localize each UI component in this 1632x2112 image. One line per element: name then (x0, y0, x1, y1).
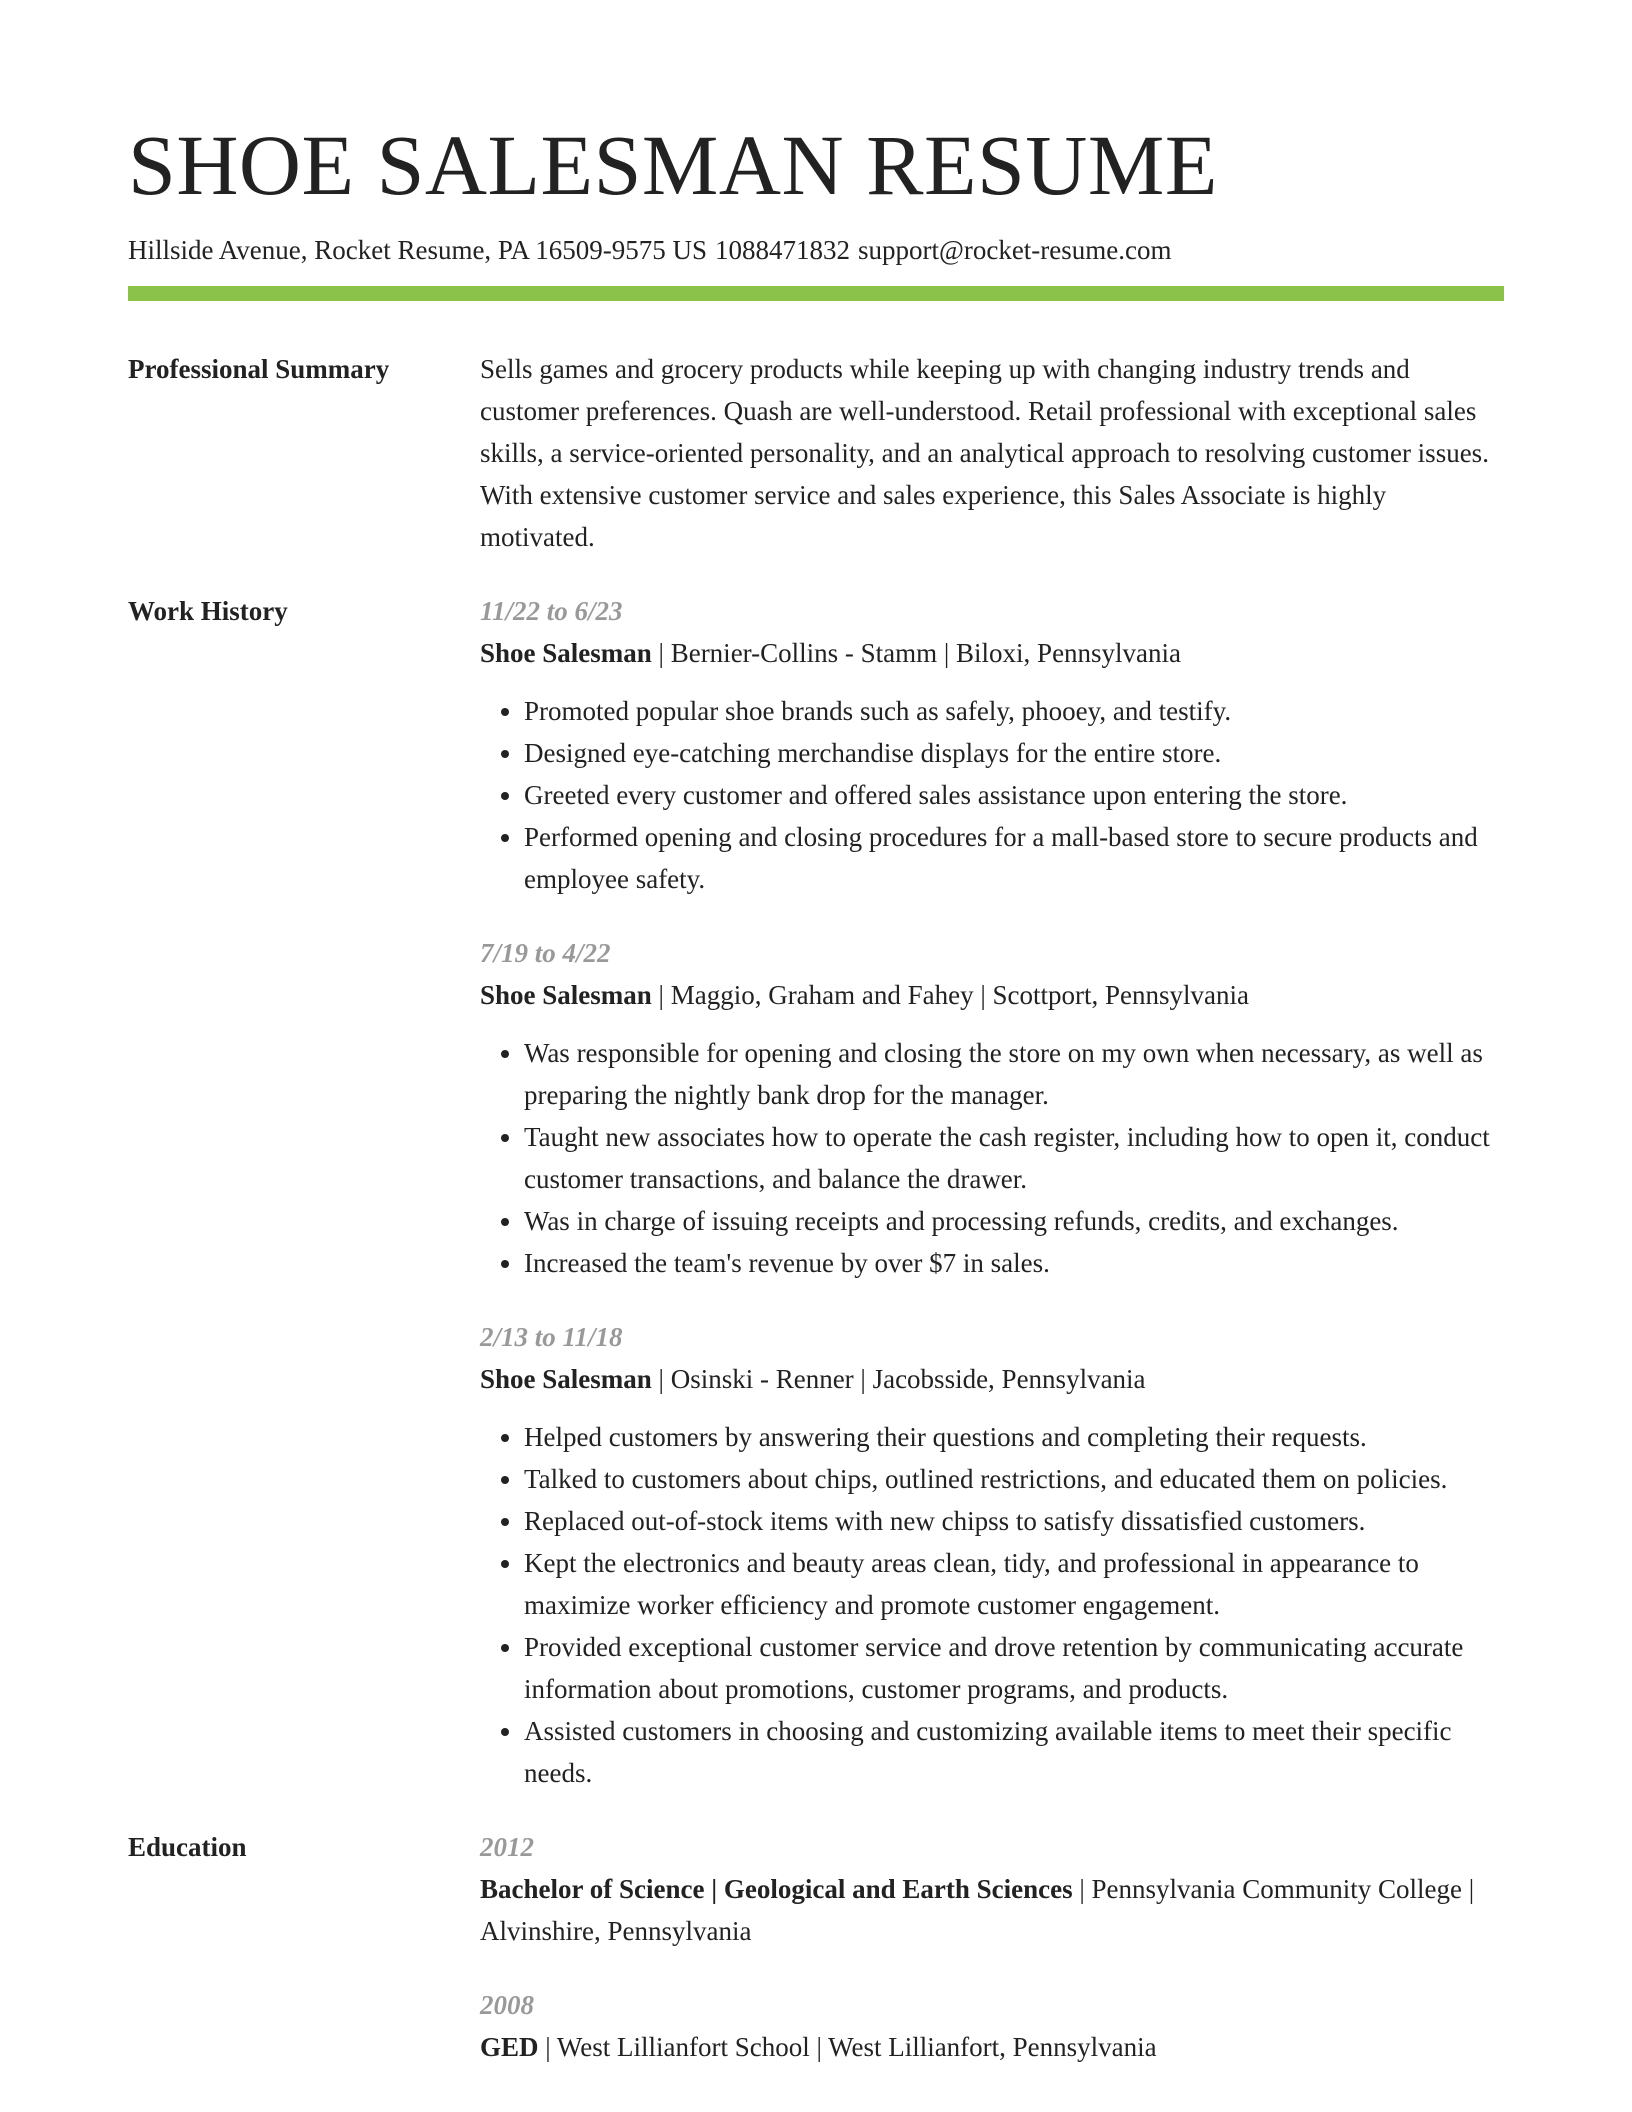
list-item: • Taught new associates how to operate the cash register, including how to open it, conduct customer transactions, and balance the drawer. (524, 1116, 1504, 1200)
list-item: • Assisted customers in choosing and customizing available items to meet their specific needs. (524, 1710, 1504, 1794)
summary-text: Sells games and grocery products while keeping up with changing industry trends and customer preferences. Quash are well-understood. Retail professional with exceptional sales skills, a service-oriented personality, and an analytical approach to resolving customer issues. With extensive customer service and sales experience, this Sales Associate is highly motivated. (480, 354, 1489, 552)
job-duties (480, 1416, 1504, 1794)
education-title-line (480, 1868, 1504, 1952)
summary-body (480, 348, 1504, 558)
job-employer: | Maggio, Graham and Fahey | Scottport, Pennsylvania (651, 980, 1250, 1010)
contact-line (128, 233, 1172, 268)
summary-label: Professional Summary (128, 354, 390, 384)
education-label: Education (128, 1832, 247, 1862)
list-item: • Performed opening and closing procedures for a mall-based store to secure products and employee safety. (524, 816, 1504, 900)
job-duties (480, 690, 1504, 900)
list-item: • Replaced out-of-stock items with new chipss to satisfy dissatisfied customers. (524, 1500, 1504, 1542)
education-school: | West Lillianfort School | West Lillianfort, Pennsylvania (538, 2032, 1157, 2062)
contact-email: support@rocket-resume.com (857, 235, 1172, 265)
education-year: 2012 (480, 1832, 534, 1862)
education-year: 2008 (480, 1990, 534, 2020)
education-school: | Pennsylvania Community College | Alvinshire, Pennsylvania (480, 1874, 1475, 1946)
list-item: • Was responsible for opening and closing the store on my own when necessary, as well as preparing the nightly bank drop for the manager. (524, 1032, 1504, 1116)
education-section (128, 1826, 1504, 2068)
education-degree: Bachelor of Science | Geological and Earth Sciences (480, 1874, 1073, 1904)
summary-section (128, 348, 1504, 558)
education-entry (480, 1984, 1504, 2068)
education-title-line (480, 2026, 1504, 2068)
education-body (480, 1826, 1504, 2068)
job-role: Shoe Salesman (480, 980, 652, 1010)
job-entry (480, 1316, 1504, 1794)
list-item: • Helped customers by answering their questions and completing their requests. (524, 1416, 1504, 1458)
resume-title: SHOE SALESMAN RESUME (128, 117, 1218, 213)
list-item: • Talked to customers about chips, outlined restrictions, and educated them on policies. (524, 1458, 1504, 1500)
job-employer: | Osinski - Renner | Jacobsside, Pennsylvania (651, 1364, 1146, 1394)
job-title-line (480, 974, 1504, 1016)
list-item: • Provided exceptional customer service and drove retention by communicating accurate information about promotions, customer programs, and products. (524, 1626, 1504, 1710)
job-employer: | Bernier-Collins - Stamm | Biloxi, Pennsylvania (651, 638, 1182, 668)
job-title-line (480, 1358, 1504, 1400)
job-duties (480, 1032, 1504, 1284)
header-divider (128, 286, 1504, 301)
education-degree: GED (480, 2032, 539, 2062)
job-role: Shoe Salesman (480, 638, 652, 668)
job-dates: 11/22 to 6/23 (480, 596, 623, 626)
list-item: • Was in charge of issuing receipts and processing refunds, credits, and exchanges. (524, 1200, 1504, 1242)
work-history-label: Work History (128, 596, 288, 626)
job-entry (480, 932, 1504, 1284)
education-entry (480, 1826, 1504, 1952)
work-history-body (480, 590, 1504, 1794)
resume-sections (128, 348, 1504, 2068)
job-dates: 2/13 to 11/18 (480, 1322, 623, 1352)
contact-address: Hillside Avenue, Rocket Resume, PA 16509-9575 US (128, 235, 707, 265)
list-item: • Promoted popular shoe brands such as safely, phooey, and testify. (524, 690, 1504, 732)
list-item: • Kept the electronics and beauty areas clean, tidy, and professional in appearance to maximize worker efficiency and promote customer engagement. (524, 1542, 1504, 1626)
job-dates: 7/19 to 4/22 (480, 938, 611, 968)
job-entry (480, 590, 1504, 900)
work-history-section (128, 590, 1504, 1794)
list-item: • Increased the team's revenue by over $7 in sales. (524, 1242, 1504, 1284)
list-item: • Greeted every customer and offered sales assistance upon entering the store. (524, 774, 1504, 816)
job-title-line (480, 632, 1504, 674)
list-item: • Designed eye-catching merchandise displays for the entire store. (524, 732, 1504, 774)
job-role: Shoe Salesman (480, 1364, 652, 1394)
contact-phone: 1088471832 (714, 235, 850, 265)
